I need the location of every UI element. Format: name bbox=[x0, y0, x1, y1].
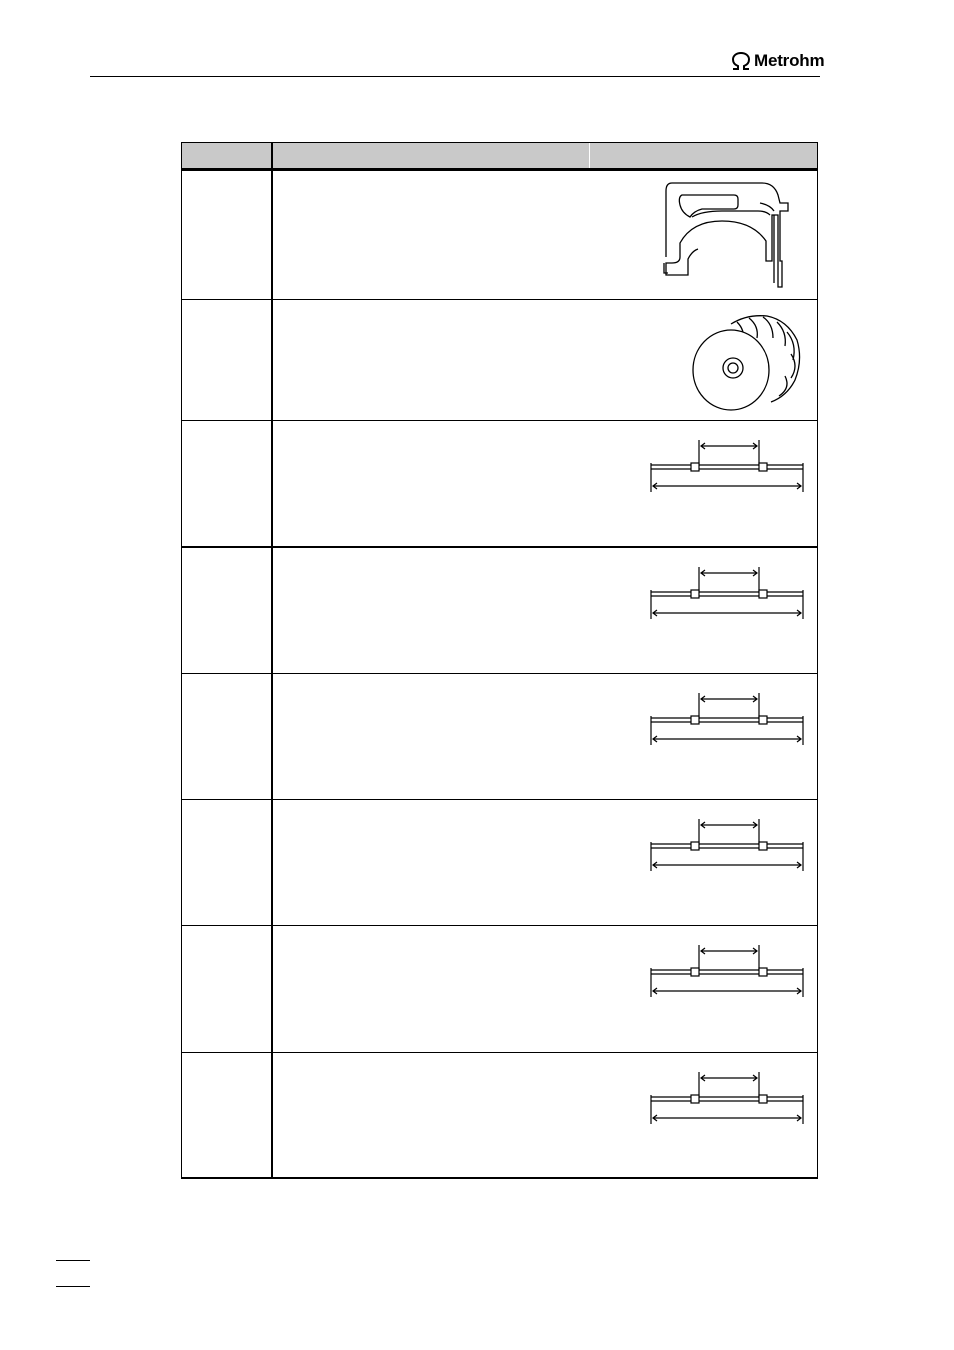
pump-tubing-illustration bbox=[647, 941, 807, 1001]
header-cell-description bbox=[273, 143, 589, 168]
omega-icon bbox=[730, 51, 752, 71]
table-row bbox=[182, 421, 817, 548]
pump-tubing-illustration bbox=[647, 689, 807, 749]
column-divider bbox=[271, 143, 273, 1178]
header-rule bbox=[90, 76, 820, 77]
pump-tubing-illustration bbox=[647, 563, 807, 623]
table-row bbox=[182, 926, 817, 1053]
pump-roller-illustration bbox=[687, 310, 807, 414]
footer-rule bbox=[56, 1260, 90, 1261]
parts-table bbox=[181, 142, 818, 1179]
table-row bbox=[182, 300, 817, 421]
metrohm-logo bbox=[730, 50, 824, 72]
header-cell-order-number bbox=[182, 143, 271, 168]
table-row bbox=[182, 171, 817, 300]
table-row bbox=[182, 674, 817, 800]
footer-rule bbox=[56, 1286, 90, 1287]
header-cell-illustration bbox=[589, 143, 818, 168]
pump-tubing-illustration bbox=[647, 815, 807, 875]
tubing-clip-illustration bbox=[662, 181, 802, 291]
pump-tubing-illustration bbox=[647, 1068, 807, 1128]
table-row bbox=[182, 1053, 817, 1178]
pump-tubing-illustration bbox=[647, 436, 807, 496]
brand-name: Metrohm bbox=[754, 51, 825, 70]
table-row bbox=[182, 800, 817, 926]
table-row bbox=[182, 548, 817, 674]
table-header bbox=[182, 143, 817, 171]
